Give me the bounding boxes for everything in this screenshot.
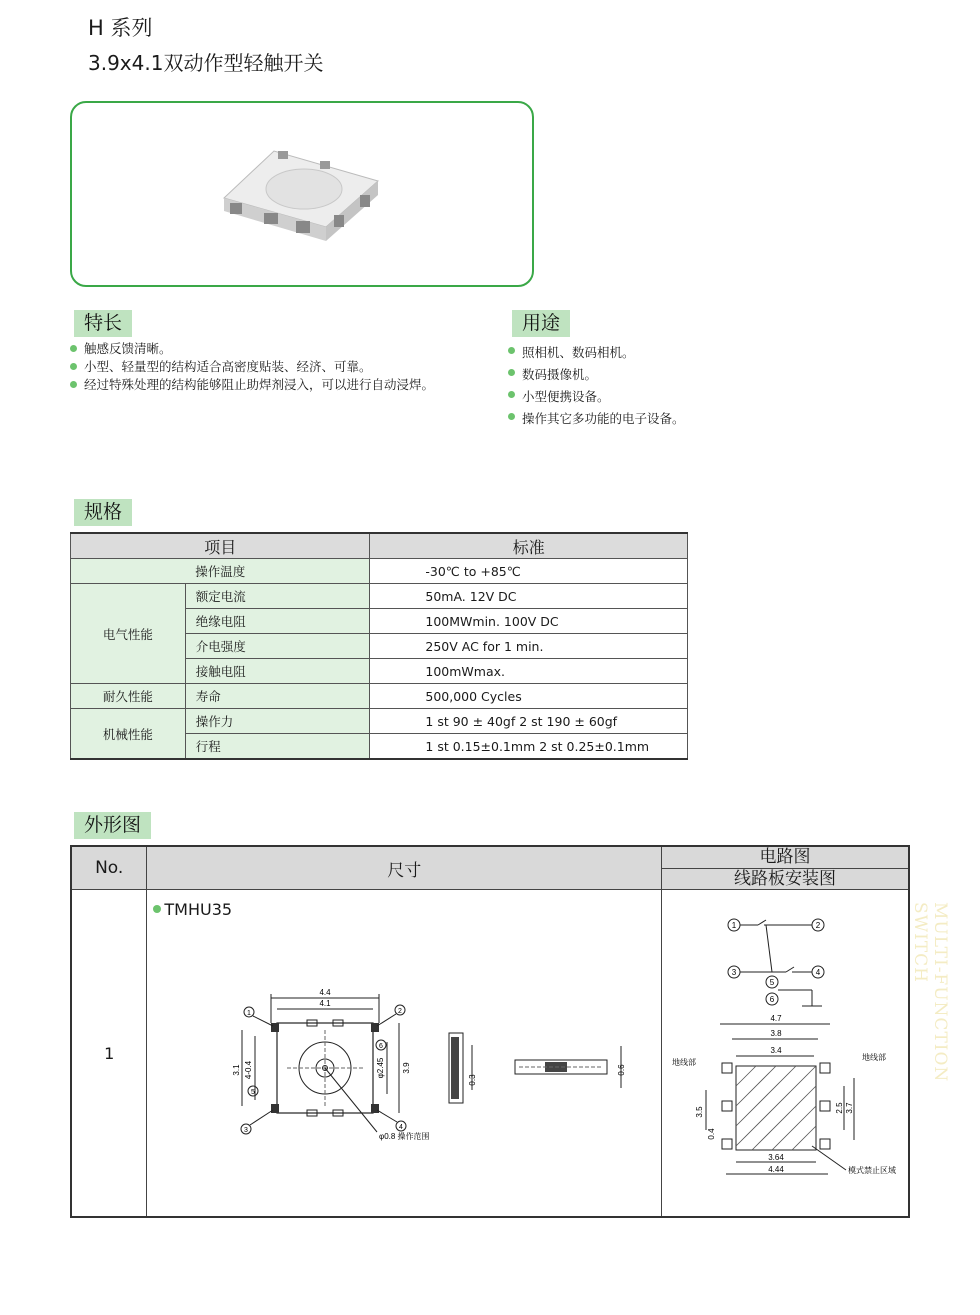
list-item: 照相机、数码相机。: [508, 342, 685, 364]
outline-heading: 外形图: [74, 812, 151, 839]
spec-label: 行程: [185, 734, 370, 760]
dim-label: 4-0.4: [244, 1060, 254, 1080]
table-header-row: [71, 846, 909, 868]
pin-label: 4: [815, 968, 821, 977]
spec-category: 机械性能: [71, 709, 186, 760]
dim-label: 0.4: [707, 1128, 717, 1140]
spec-label: 操作温度: [71, 559, 370, 584]
dim-label: 3.5: [695, 1106, 705, 1118]
product-photo: [72, 103, 532, 285]
pin-label: 6: [769, 995, 775, 1004]
spec-value: -30℃ to +85℃: [370, 559, 688, 584]
spec-category: 电气性能: [71, 584, 186, 684]
table-row: [71, 584, 688, 609]
dim-label: 3.9: [402, 1062, 412, 1074]
list-item: 小型便携设备。: [508, 386, 685, 408]
pin-label: 2: [398, 1008, 403, 1015]
dim-label: φ2.45: [376, 1057, 386, 1079]
product-title: 3.9x4.1双动作型轻触开关: [88, 51, 324, 75]
pin-label: 6: [379, 1043, 384, 1050]
table-row: [71, 559, 688, 584]
list-item: 经过特殊处理的结构能够阻止助焊剂浸入，可以进行自动浸焊。: [70, 376, 434, 394]
spec-category: 耐久性能: [71, 684, 186, 709]
spec-label: 额定电流: [185, 584, 370, 609]
spec-value: 100mWmax.: [370, 659, 688, 684]
spec-value: 1 st 0.15±0.1mm 2 st 0.25±0.1mm: [370, 734, 688, 760]
spec-label: 绝缘电阻: [185, 609, 370, 634]
circuit-cell: [662, 890, 909, 1218]
spec-table: [70, 532, 688, 760]
spec-label: 接触电阻: [185, 659, 370, 684]
dimension-cell: [147, 890, 662, 1218]
ground-label: 地线部: [672, 1058, 697, 1067]
spec-value: 500,000 Cycles: [370, 684, 688, 709]
dimension-drawing: [147, 910, 657, 1210]
list-item: 操作其它多功能的电子设备。: [508, 408, 685, 430]
pin-label: 5: [251, 1089, 256, 1096]
circuit-and-pcb-drawing: [662, 890, 908, 1210]
table-row: [71, 709, 688, 734]
operation-range-label: φ0.8 操作范围: [379, 1132, 430, 1141]
specs-heading: 规格: [74, 499, 132, 526]
pin-label: 3: [244, 1127, 249, 1134]
col-circuit-header: 电路图: [662, 846, 909, 868]
list-item: 小型、轻量型的结构适合高密度贴装、经济、可靠。: [70, 358, 434, 376]
dim-label: 3.7: [845, 1102, 855, 1114]
row-number: 1: [71, 890, 147, 1218]
dim-label: 3.8: [770, 1029, 782, 1038]
col-dim-header: 尺寸: [147, 846, 662, 890]
series-title: H 系列: [88, 16, 153, 40]
spec-label: 操作力: [185, 709, 370, 734]
pin-label: 1: [731, 921, 737, 930]
dim-label: 2.5: [835, 1102, 845, 1114]
pin-label: 2: [815, 921, 821, 930]
applications-heading: 用途: [512, 310, 570, 337]
spec-value: 250V AC for 1 min.: [370, 634, 688, 659]
dim-label: 3.64: [768, 1153, 784, 1162]
dim-label: 0.6: [617, 1064, 627, 1076]
table-row: [71, 684, 688, 709]
model-name: TMHU35: [164, 900, 233, 919]
pin-label: 3: [731, 968, 737, 977]
pin-label: 4: [399, 1124, 404, 1131]
col-standard-header: 标准: [370, 533, 688, 559]
features-list: [70, 340, 434, 394]
outline-table: [70, 845, 910, 1218]
product-photo-frame: [70, 101, 534, 287]
table-row: [71, 890, 909, 1218]
applications-list: [508, 342, 685, 430]
dim-label: 0.3: [468, 1074, 478, 1086]
pin-label: 5: [769, 978, 775, 987]
spec-label: 介电强度: [185, 634, 370, 659]
col-no-header: No.: [71, 846, 147, 890]
spec-value: 100MWmin. 100V DC: [370, 609, 688, 634]
dim-label: 4.1: [319, 999, 331, 1008]
spec-value: 50mA. 12V DC: [370, 584, 688, 609]
table-header-row: [71, 533, 688, 559]
list-item: 触感反馈清晰。: [70, 340, 434, 358]
col-pcb-header: 线路板安装图: [662, 868, 909, 890]
col-item-header: 项目: [71, 533, 370, 559]
dim-label: 4.4: [319, 988, 331, 997]
dim-label: 3.1: [232, 1064, 242, 1076]
ground-label: 地线部: [862, 1053, 887, 1062]
side-watermark-text: MULTI-FUNCTION SWITCH: [910, 902, 950, 1083]
spec-value: 1 st 90 ± 40gf 2 st 190 ± 60gf: [370, 709, 688, 734]
keepout-label: 模式禁止区域: [848, 1166, 897, 1175]
features-heading: 特长: [74, 310, 132, 337]
dim-label: 4.7: [770, 1014, 782, 1023]
dim-label: 4.44: [768, 1165, 784, 1174]
spec-label: 寿命: [185, 684, 370, 709]
list-item: 数码摄像机。: [508, 364, 685, 386]
pin-label: 1: [247, 1010, 252, 1017]
dim-label: 3.4: [770, 1046, 782, 1055]
